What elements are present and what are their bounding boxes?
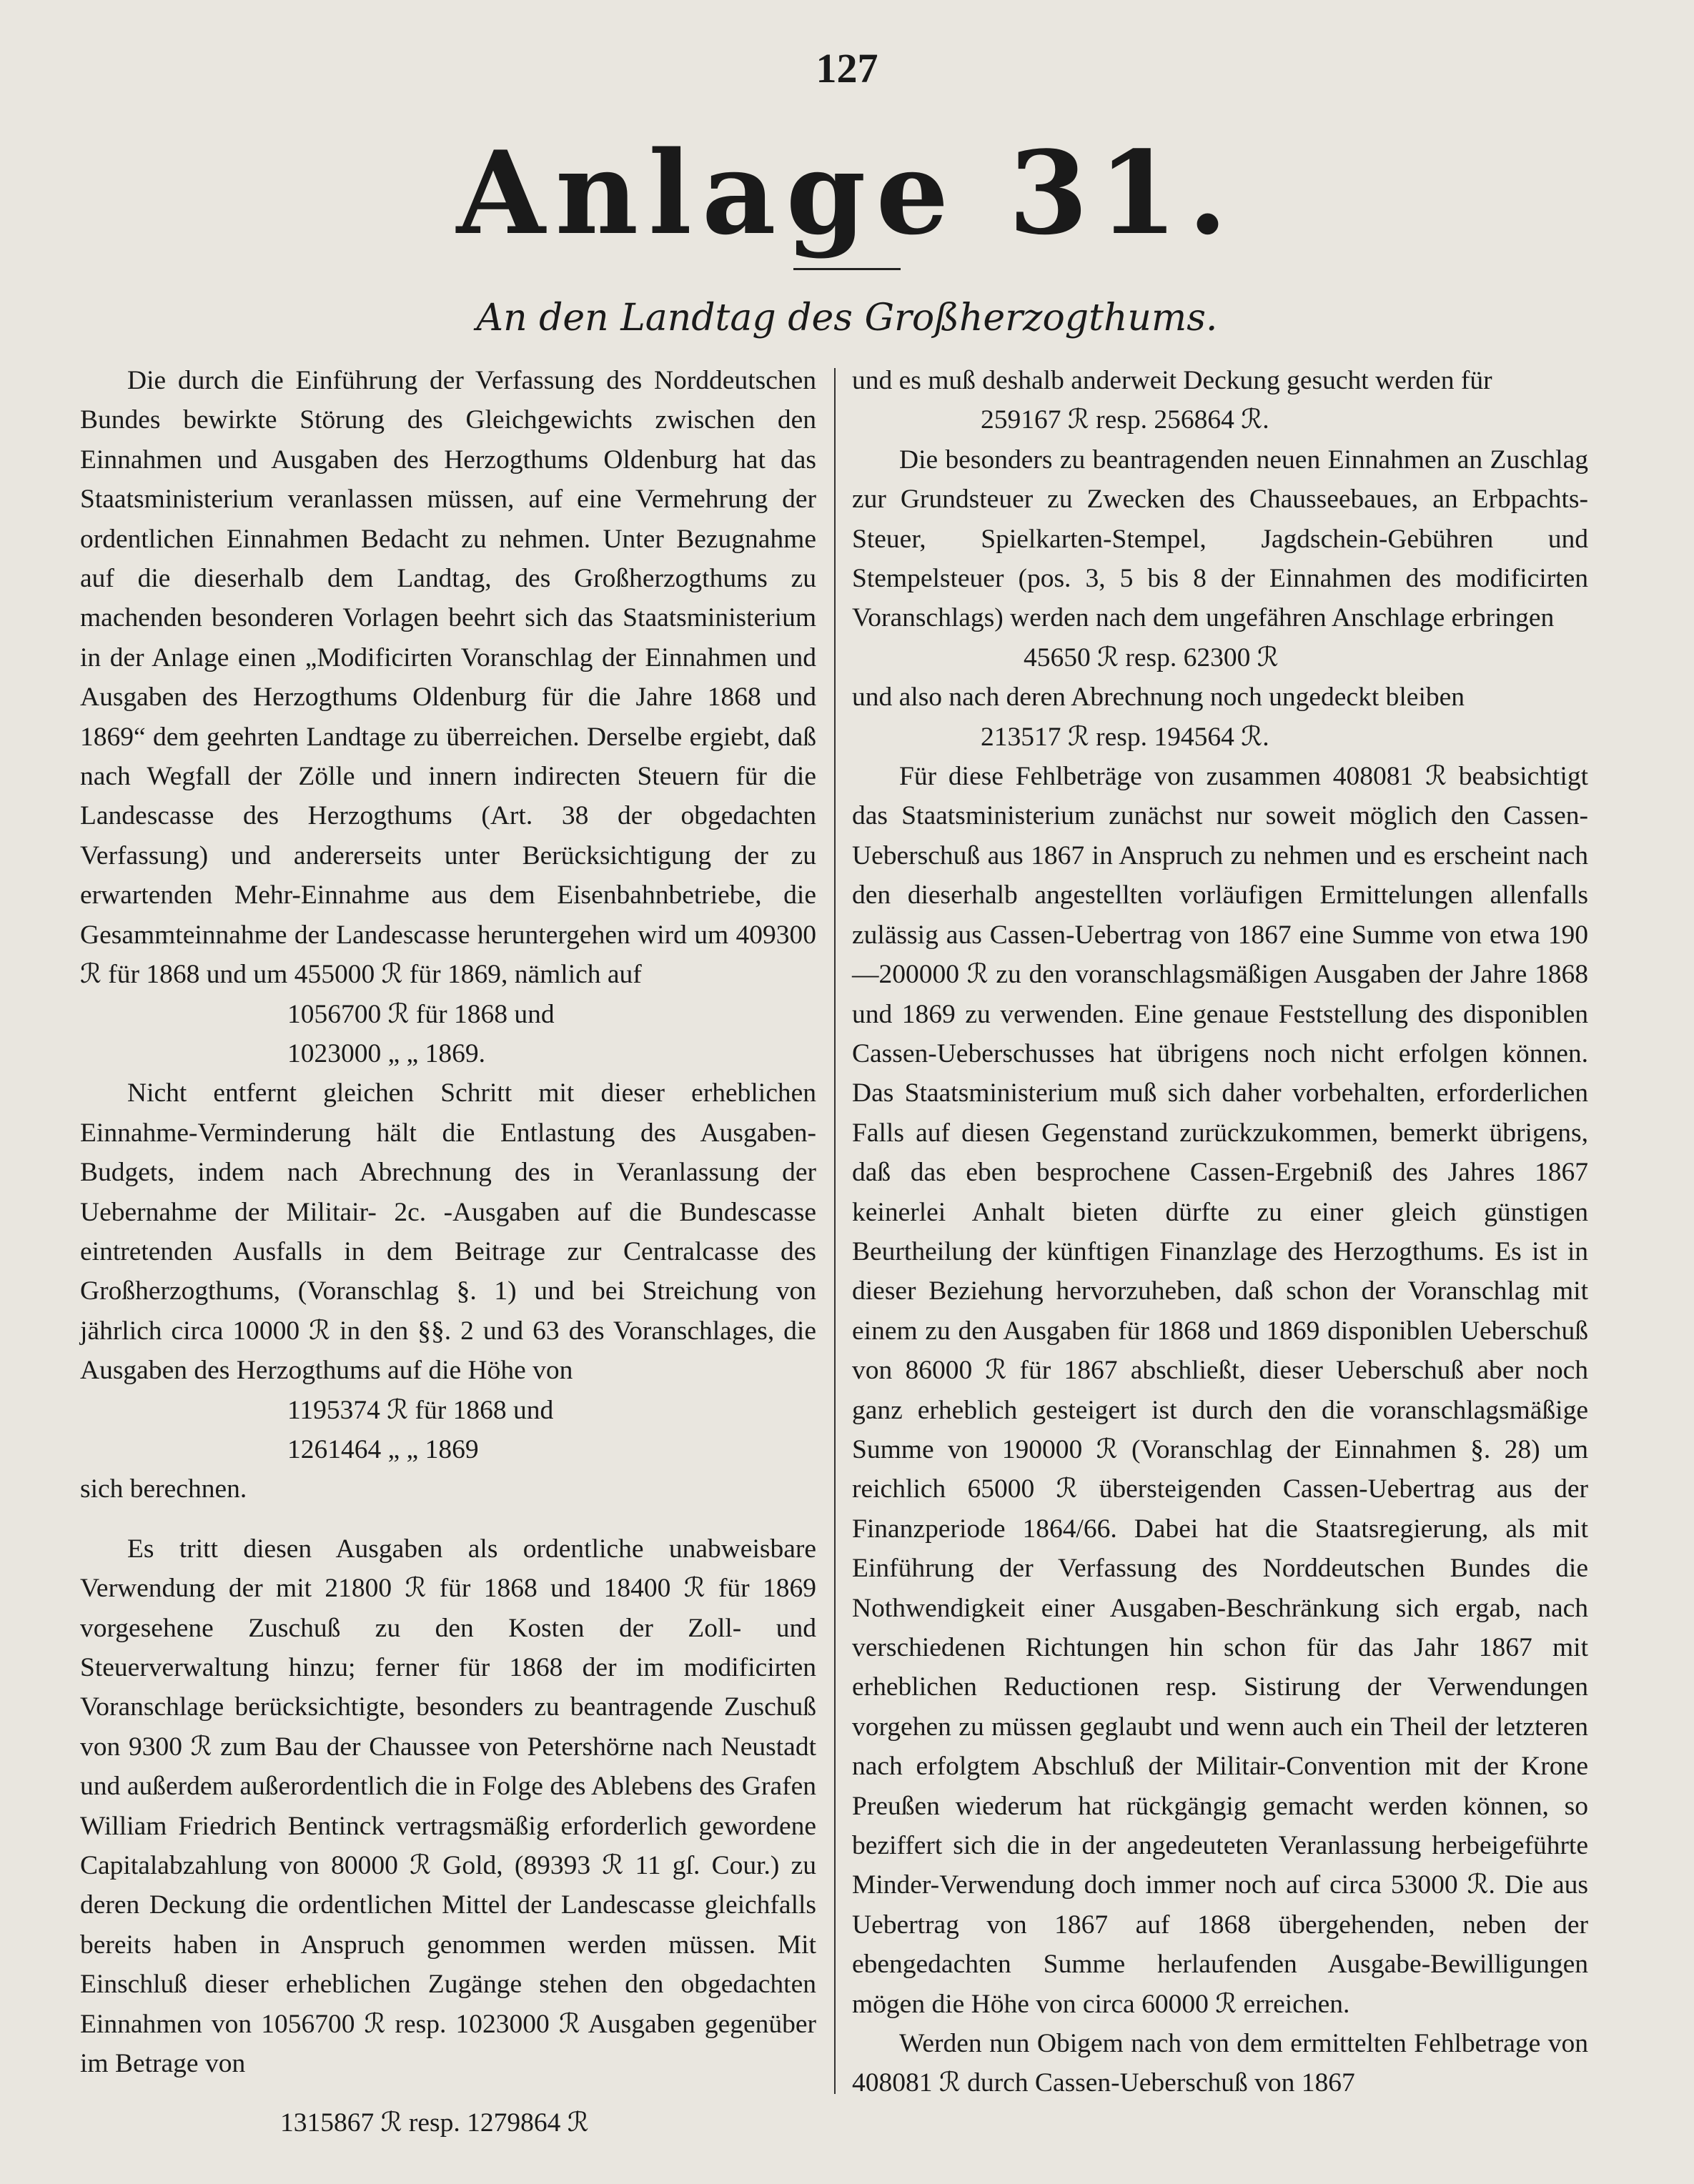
right-paragraph-5: Werden nun Obigem nach von dem ermittelten Fehlbetrage von 408081 ℛ durch Cassen-Ueberschuß von 1867 bbox=[852, 2029, 1588, 2098]
page-number: 127 bbox=[816, 45, 878, 91]
left-paragraph-2-end: sich berechnen. bbox=[80, 1474, 247, 1504]
right-column bbox=[852, 361, 1588, 2103]
right-paragraph-4: Für diese Fehlbeträge von zusammen 408081 ℛ beabsichtigt das Staatsministerium zunächst nur soweit möglich den Cassen-Ueberschuß aus 1867 in Anspruch zu nehmen und es erscheint nach den dieserhalb angestellten vorläufigen Ermittelungen allenfalls zulässig aus Cassen-Uebertrag von 1867 eine Summe von etwa 190—200000 ℛ zu den voranschlagsmäßigen Ausgaben der Jahre 1868 und 1869 zu verwenden. Eine genaue Feststellung des disponiblen Cassen-Ueberschusses hat übrigens noch nicht erfolgen können. Das Staatsministerium muß sich daher vorbehalten, erforderlichen Falls auf diesen Gegenstand zurückzukommen, bemerkt übrigens, daß das eben besprochene Cassen-Ergebniß des Jahres 1867 keinerlei Anhalt bieten dürfte zu einer gleich günstigen Beurtheilung der künftigen Finanzlage des Herzogthums. Es ist in dieser Beziehung hervorzuheben, daß schon der Voranschlag mit einem zu den Ausgaben für 1868 und 1869 disponiblen Ueberschuß von 86000 ℛ für 1867 abschließt, dieser Ueberschuß aber noch ganz erheblich gesteigert ist durch den die voranschlagsmäßige Summe von 190000 ℛ (Voranschlag der Einnahmen §. 28) um reichlich 65000 ℛ übersteigenden Cassen-Uebertrag aus der Finanzperiode 1864/66. Dabei hat die Staatsregierung, als mit Einführung der Verfassung des Norddeutschen Bundes die Nothwendigkeit einer Ausgaben-Beschränkung sich ergab, nach verschiedenen Richtungen hin schon für das Jahr 1867 mit erheblichen Reductionen resp. Sistirung der Verwendungen vorgehen zu müssen geglaubt und wenn auch ein Theil der letzteren nach erfolgtem Abschluß der Militair-Convention mit der Krone Preußen wiederum hat rückgängig gemacht werden können, so beziffert sich die in der angedeuteten Veranlassung herbeigeführte Minder-Verwendung doch immer noch auf circa 53000 ℛ. Die aus Uebertrag von 1867 auf 1868 übergehenden, neben der ebengedachten Summe herlaufenden Ausgabe-Bewilligungen mögen die Höhe von circa 60000 ℛ erreichen. bbox=[852, 762, 1588, 2019]
right-paragraph-2: Die besonders zu beantragenden neuen Einnahmen an Zuschlag zur Grundsteuer zu Zwecken des Chausseebaues, an Erbpachts-Steuer, Spielkarten-Stempel, Jagdschein-Gebühren und Stempelsteuer (pos. 3, 5 bis 8 der Einnahmen des modificirten Voranschlags) werden nach dem ungefähren Anschlage erbringen bbox=[852, 445, 1588, 633]
left-amount-1b: 1023000 „ „ 1869. bbox=[287, 1038, 486, 1068]
left-amount-2b: 1261464 „ „ 1869 bbox=[287, 1434, 479, 1464]
left-amount-1a: 1056700 ℛ für 1868 und bbox=[287, 999, 555, 1029]
left-amount-3: 1315867 ℛ resp. 1279864 ℛ bbox=[280, 2108, 589, 2138]
section-heading: An den Landtag des Großherzogthums. bbox=[476, 297, 1218, 339]
left-amount-2a: 1195374 ℛ für 1868 und bbox=[287, 1395, 554, 1425]
right-paragraph-3: und also nach deren Abrechnung noch ungedeckt bleiben bbox=[852, 682, 1465, 713]
spacer bbox=[80, 2083, 816, 2103]
spacer bbox=[80, 1509, 816, 1529]
right-paragraph-1: und es muß deshalb anderweit Deckung gesucht werden für bbox=[852, 366, 1492, 395]
left-paragraph-2: Nicht entfernt gleichen Schritt mit dieser erheblichen Einnahme-Verminderung hält die Entlastung des Ausgaben-Budgets, indem nach Abrechnung des in Veranlassung der Uebernahme der Militair- 2c. -Ausgaben auf die Bundescasse eintretenden Ausfalls in dem Beitrage zur Centralcasse des Großherzogthums, (Voranschlag §. 1) und bei Streichung von jährlich circa 10000 ℛ in den §§. 2 und 63 des Voranschlages, die Ausgaben des Herzogthums auf die Höhe von bbox=[80, 1078, 816, 1386]
left-column bbox=[80, 361, 816, 2143]
title-rule bbox=[793, 268, 901, 270]
right-amount-3: 213517 ℛ resp. 194564 ℛ. bbox=[981, 722, 1269, 752]
page-title: Anlage 31. bbox=[456, 126, 1238, 260]
column-divider bbox=[834, 368, 836, 2094]
left-paragraph-1: Die durch die Einführung der Verfassung des Norddeutschen Bundes bewirkte Störung des Gleichgewichts zwischen den Einnahmen und Ausgaben des Herzogthums Oldenburg hat das Staatsministerium veranlassen müssen, auf eine Vermehrung der ordentlichen Einnahmen Bedacht zu nehmen. Unter Bezugnahme auf die dieserhalb dem Landtag, des Großherzogthums zu machenden besonderen Vorlagen beehrt sich das Staatsministerium in der Anlage einen „Modificirten Voranschlag der Einnahmen und Ausgaben des Herzogthums Oldenburg für die Jahre 1868 und 1869“ dem geehrten Landtage zu überreichen. Derselbe ergiebt, daß nach Wegfall der Zölle und innern indirecten Steuern für die Landescasse des Herzogthums (Art. 38 der obgedachten Verfassung) und andererseits unter Berücksichtigung der zu erwartenden Mehr-Einnahme aus dem Eisenbahnbetriebe, die Gesammteinnahme der Landescasse heruntergehen wird um 409300 ℛ für 1868 und um 455000 ℛ für 1869, nämlich auf bbox=[80, 366, 816, 990]
right-amount-2: 45650 ℛ resp. 62300 ℛ bbox=[1024, 642, 1279, 672]
left-paragraph-3: Es tritt diesen Ausgaben als ordentliche unabweisbare Verwendung der mit 21800 ℛ für 1868 und 18400 ℛ für 1869 vorgesehene Zuschuß zu den Kosten der Zoll- und Steuerverwaltung hinzu; ferner für 1868 der im modificirten Voranschlage berücksichtigte, besonders zu beantragende Zuschuß von 9300 ℛ zum Bau der Chaussee von Petershörne nach Neustadt und außerdem außerordentlich die in Folge des Ablebens des Grafen William Friedrich Bentinck vertragsmäßig erforderlich gewordene Capitalabzahlung von 80000 ℛ Gold, (89393 ℛ 11 gſ. Cour.) zu deren Deckung die ordentlichen Mittel der Landescasse gleichfalls bereits haben in Anspruch genommen werden müssen. Mit Einschluß dieser erheblichen Zugänge stehen den obgedachten Einnahmen von 1056700 ℛ resp. 1023000 ℛ Ausgaben gegenüber im Betrage von bbox=[80, 1534, 816, 2079]
right-amount-1: 259167 ℛ resp. 256864 ℛ. bbox=[981, 405, 1269, 435]
